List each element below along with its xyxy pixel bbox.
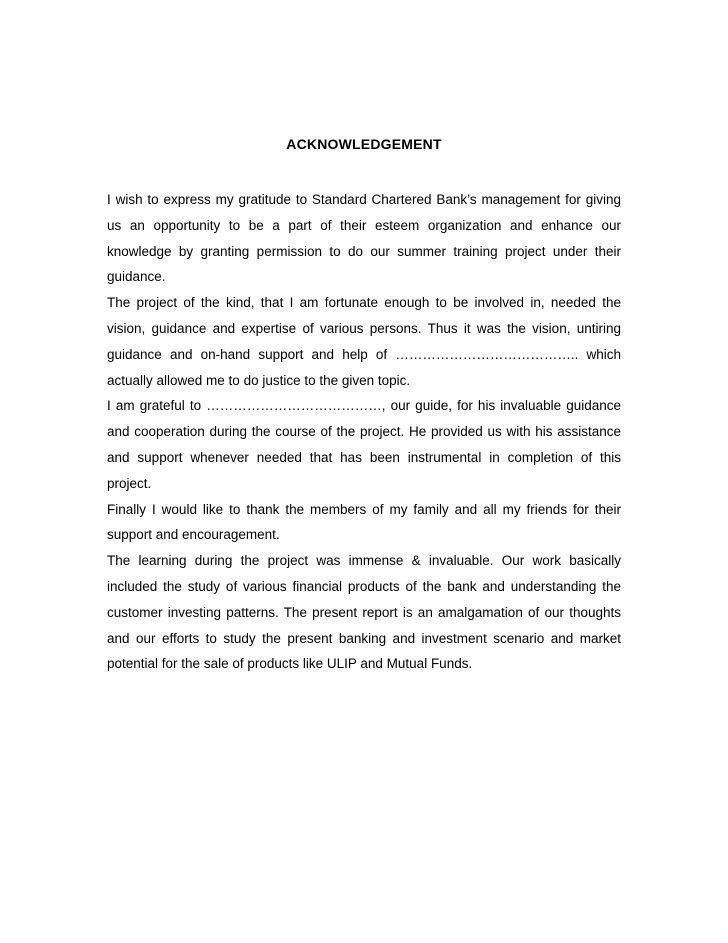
paragraph-learning: The learning during the project was immense & invaluable. Our work basically included the study of various financial products of the bank and understanding the customer investing patterns. The present report is an amalgamation of our thoughts and our efforts to study the present banking and investment scenario and market potential for the sale of products like ULIP and Mutual Funds. [107, 553, 621, 672]
paragraph-family-thanks: Finally I would like to thank the members of my family and all my friends for their support and encouragement. [107, 501, 621, 543]
paragraph-guide-thanks: I am grateful to …………………………………, our guide, for his invaluable guidance and cooperation during the course of the project. He provided us with his assistance and support whenever needed that has been instrumental in completion of this project. [107, 398, 621, 491]
document-body [107, 187, 621, 677]
paragraph-gratitude: I wish to express my gratitude to Standard Chartered Bank’s management for giving us an opportunity to be a part of their esteem organization and enhance our knowledge by granting permission to do our summer training project under their guidance. [107, 192, 621, 285]
page-title: ACKNOWLEDGEMENT [286, 136, 442, 152]
paragraph-project-vision: The project of the kind, that I am fortunate enough to be involved in, needed the vision, guidance and expertise of various persons. Thus it was the vision, untiring guidance and on-hand support and help of ………………………………….. which actually allowed me to do justice to the given topic. [107, 295, 621, 388]
